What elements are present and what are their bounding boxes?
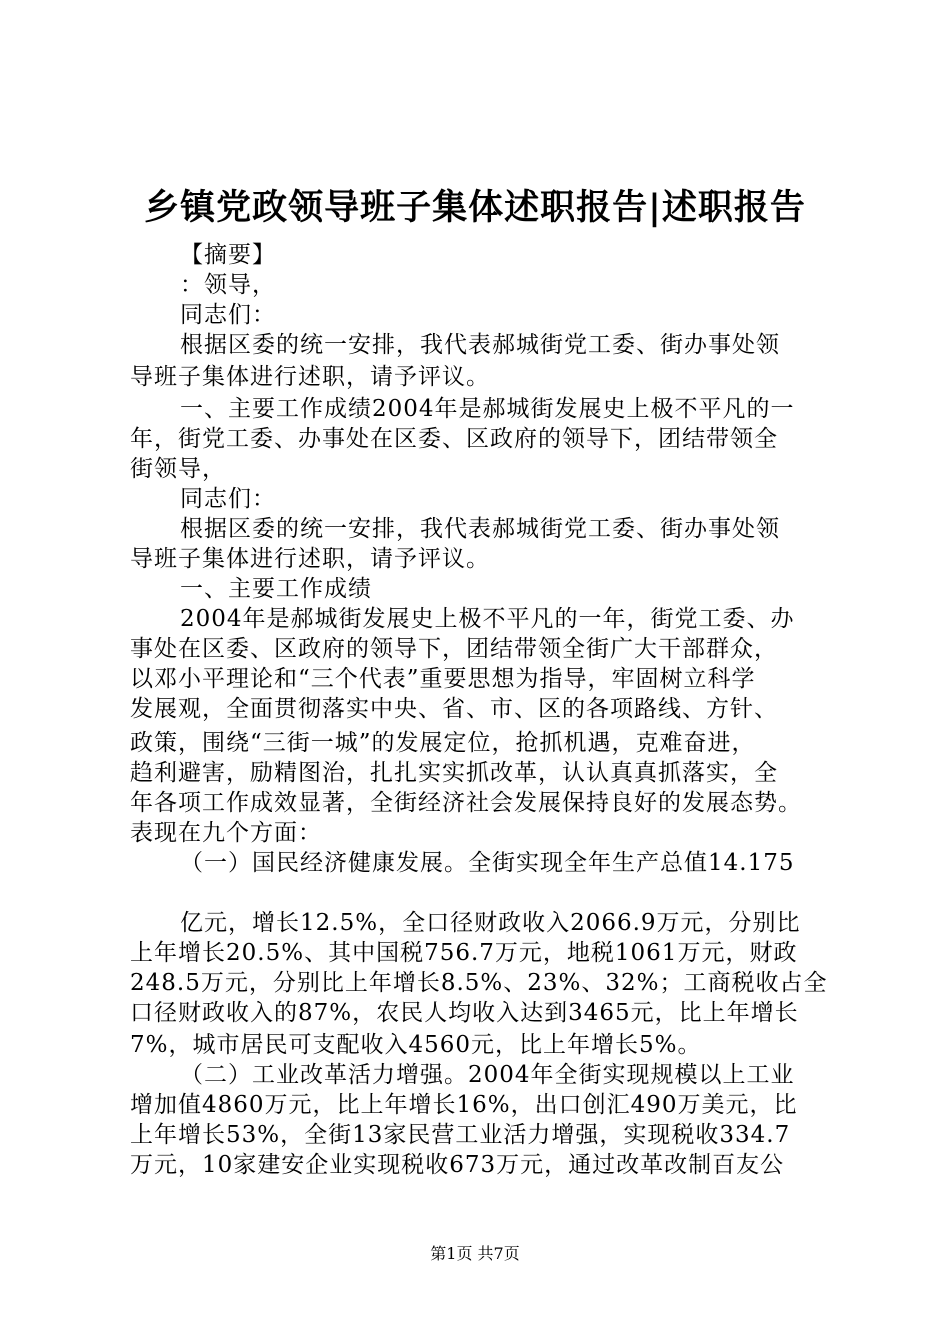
paragraph-line: 同志们： <box>180 486 276 512</box>
paragraph-line: 2004年是郝城街发展史上极不平凡的一年，街党工委、办 <box>180 606 795 632</box>
paragraph-line: 【摘要】 <box>180 242 276 268</box>
document-title: 乡镇党政领导班子集体述职报告|述职报告 <box>144 187 806 228</box>
paragraph-line: 街领导， <box>130 456 226 482</box>
paragraph-line: （二）工业改革活力增强。2004年全街实现规模以上工业 <box>180 1062 795 1088</box>
paragraph-line: 年各项工作成效显著，全街经济社会发展保持良好的发展态势。 <box>130 790 802 816</box>
paragraph-line: 导班子集体进行述职，请予评议。 <box>130 364 490 390</box>
paragraph-line: 导班子集体进行述职，请予评议。 <box>130 546 490 572</box>
paragraph-line: 趋利避害，励精图治，扎扎实实抓改革，认认真真抓落实，全 <box>130 760 778 786</box>
paragraph-line: 根据区委的统一安排，我代表郝城街党工委、街办事处领 <box>180 516 780 542</box>
paragraph-line: 248.5万元，分别比上年增长8.5%、23%、32%；工商税收占全 <box>130 970 828 996</box>
paragraph-line: 亿元，增长12.5%，全口径财政收入2066.9万元，分别比 <box>180 910 801 936</box>
paragraph-line: 上年增长53%，全街13家民营工业活力增强，实现税收334.7 <box>130 1122 791 1148</box>
paragraph-line: 根据区委的统一安排，我代表郝城街党工委、街办事处领 <box>180 332 780 358</box>
paragraph-line: 7%，城市居民可支配收入4560元，比上年增长5%。 <box>130 1032 702 1058</box>
paragraph-line: 政策，围绕“三街一城”的发展定位，抢抓机遇，克难奋进， <box>130 730 756 756</box>
paragraph-line: 同志们： <box>180 302 276 328</box>
paragraph-line: 增加值4860万元，比上年增长16%，出口创汇490万美元，比 <box>130 1092 798 1118</box>
page-number: 第1页 共7页 <box>430 1244 520 1263</box>
paragraph-line: 一、主要工作成绩 <box>180 576 372 602</box>
paragraph-line: 年，街党工委、办事处在区委、区政府的领导下，团结带领全 <box>130 426 778 452</box>
paragraph-line: 上年增长20.5%、其中国税756.7万元，地税1061万元，财政 <box>130 940 798 966</box>
paragraph-line: （一）国民经济健康发展。全街实现全年生产总值14.175 <box>180 850 795 876</box>
paragraph-line: 万元，10家建安企业实现税收673万元，通过改革改制百友公 <box>130 1152 785 1178</box>
paragraph-line: 事处在区委、区政府的领导下，团结带领全街广大干部群众， <box>130 636 778 662</box>
paragraph-line: 口径财政收入的87%，农民人均收入达到3465元，比上年增长 <box>130 1000 799 1026</box>
paragraph-line: 一、主要工作成绩2004年是郝城街发展史上极不平凡的一 <box>180 396 795 422</box>
paragraph-line: 以邓小平理论和“三个代表”重要思想为指导，牢固树立科学 <box>130 666 756 692</box>
paragraph-line: 发展观，全面贯彻落实中央、省、市、区的各项路线、方针、 <box>130 696 778 722</box>
paragraph-line: 表现在九个方面： <box>130 820 322 846</box>
paragraph-line: ：领导， <box>180 272 276 298</box>
